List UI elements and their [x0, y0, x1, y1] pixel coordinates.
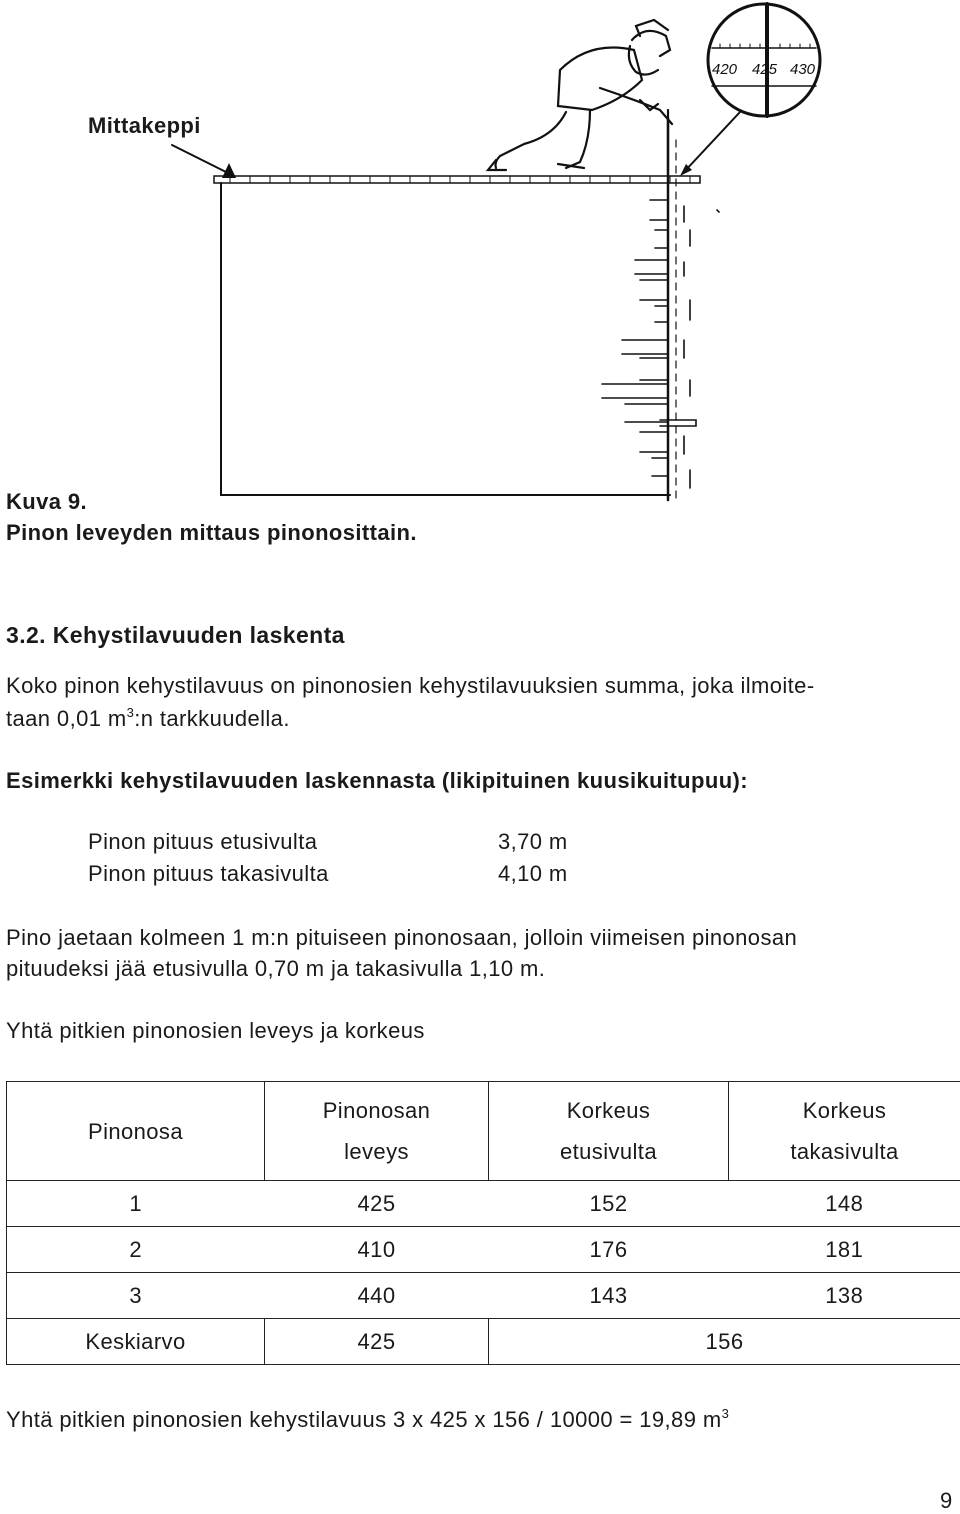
division-line-1: Pino jaetaan kolmeen 1 m:n pituiseen pinonosaan, jolloin viimeisen pinonosan — [6, 925, 797, 951]
cell-height-front: 152 — [489, 1181, 729, 1227]
stick-ticks — [230, 176, 690, 183]
cell-width: 440 — [265, 1273, 489, 1319]
page-number: 9 — [940, 1488, 953, 1514]
cell-height-back: 148 — [729, 1181, 960, 1227]
measuring-stick — [214, 176, 700, 183]
cell-section: 1 — [7, 1181, 265, 1227]
cell-section: 3 — [7, 1273, 265, 1319]
result-line: Yhtä pitkien pinonosien kehystilavuus 3 x 425 x 156 / 10000 = 19,89 $m^3$ — [6, 1406, 729, 1433]
average-label: Keskiarvo — [7, 1319, 265, 1365]
table-row — [7, 1181, 960, 1227]
average-width: 425 — [265, 1319, 489, 1365]
cell-height-back: 181 — [729, 1227, 960, 1273]
table-row — [7, 1227, 960, 1273]
log-ends — [602, 200, 719, 488]
scale-number-420: 420 — [712, 61, 738, 78]
division-line-2: pituudeksi jää etusivulla 0,70 m ja takasivulla 1,10 m. — [6, 956, 545, 982]
cell-width: 425 — [265, 1181, 489, 1227]
magnifier-circle — [708, 4, 820, 116]
header-width: Pinonosan leveys — [265, 1082, 489, 1181]
worker-figure — [488, 20, 672, 170]
measuring-stick-label: Mittakeppi — [88, 113, 201, 139]
cell-height-front: 176 — [489, 1227, 729, 1273]
intro-line-2: taan 0,01 $m^3:n$ tarkkuudella. — [6, 705, 290, 732]
section-heading: 3.2. Kehystilavuuden laskenta — [6, 622, 345, 649]
cell-height-front: 143 — [489, 1273, 729, 1319]
figure-caption-number: Kuva 9. — [6, 489, 87, 515]
intro-line-1: Koko pinon kehystilavuus on pinonosien kehystilavuuksien summa, joka ilmoite- — [6, 673, 815, 699]
table-average-row — [7, 1319, 960, 1365]
scale-number-425: 425 — [752, 61, 778, 78]
pointer-line — [172, 145, 226, 172]
scale-number-430: 430 — [790, 61, 816, 78]
length-front-label: Pinon pituus etusivulta — [88, 829, 317, 855]
table-row — [7, 1273, 960, 1319]
figure-caption-text: Pinon leveyden mittaus pinonosittain. — [6, 520, 417, 546]
cell-width: 410 — [265, 1227, 489, 1273]
magnifier-pointer — [684, 112, 740, 172]
cell-height-back: 138 — [729, 1273, 960, 1319]
length-front-value: 3,70 m — [498, 829, 568, 855]
cell-section: 2 — [7, 1227, 265, 1273]
average-height: 156 — [489, 1319, 960, 1365]
example-heading: Esimerkki kehystilavuuden laskennasta (likipituinen kuusikuitupuu): — [6, 768, 748, 794]
header-section: Pinonosa — [7, 1082, 265, 1181]
length-back-value: 4,10 m — [498, 861, 568, 887]
stack-section-table — [6, 1081, 960, 1365]
stack-outline — [221, 183, 670, 495]
header-height-back: Korkeus takasivulta — [729, 1082, 960, 1181]
table-header-row — [7, 1082, 960, 1181]
stack-measurement-illustration — [0, 0, 960, 520]
header-height-front: Korkeus etusivulta — [489, 1082, 729, 1181]
table-title: Yhtä pitkien pinonosien leveys ja korkeus — [6, 1018, 425, 1044]
length-back-label: Pinon pituus takasivulta — [88, 861, 329, 887]
